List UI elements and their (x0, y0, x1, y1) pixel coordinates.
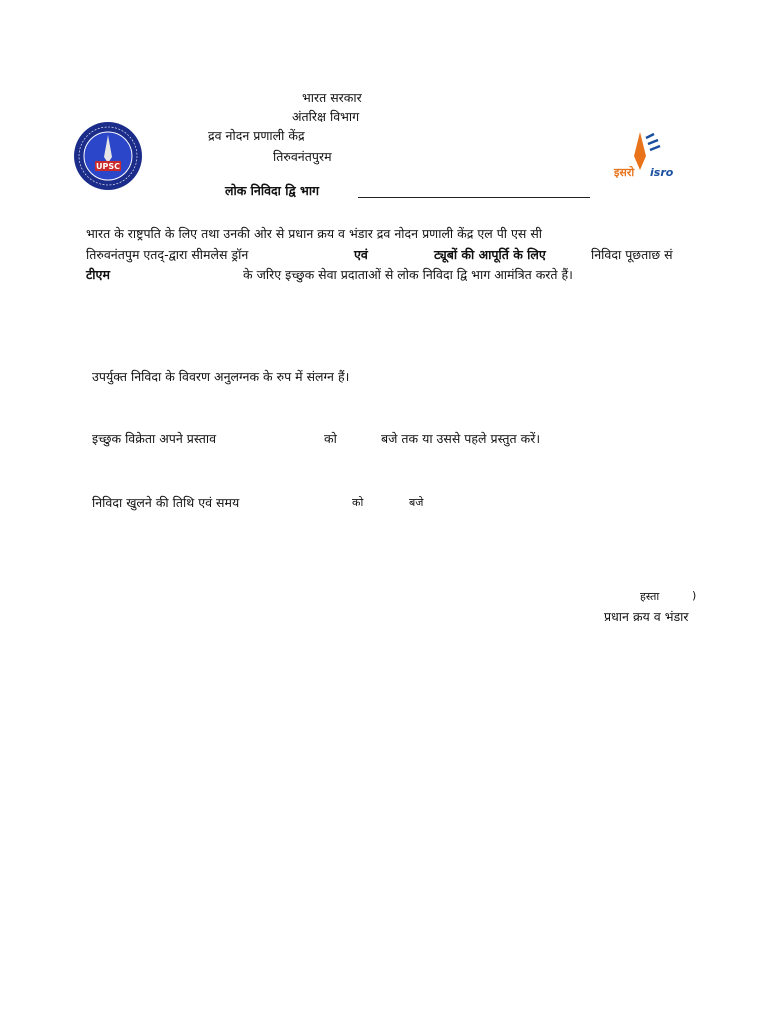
opening-ko: को (352, 496, 364, 509)
title-rule (358, 197, 590, 198)
paragraph-line-3b: के जरिए इच्छुक सेवा प्रदाताओं से लोक निविदा द्वि भाग आमंत्रित करते हैं। (243, 267, 573, 282)
opening-baje: बजे (409, 496, 424, 509)
signature-paren: ) (692, 589, 697, 602)
annex-line: उपर्युक्त निविदा के विवरण अनुलग्नक के रुप में संलग्न हैं। (92, 369, 350, 384)
paragraph-line-3a: टीएम (86, 267, 110, 282)
signature-label: हस्ता (640, 590, 660, 603)
submission-text: इच्छुक विक्रेता अपने प्रस्ताव (92, 431, 217, 446)
header-line-1: भारत सरकार (302, 90, 362, 105)
paragraph-line-1: भारत के राष्ट्रपति के लिए तथा उनकी ओर से प्रधान क्रय व भंडार द्रव नोदन प्रणाली केंद्र एल पी एस सी (86, 226, 543, 241)
isro-logo (610, 126, 682, 186)
opening-text: निविदा खुलने की तिथि एवं समय (92, 495, 240, 510)
paragraph-line-2a: तिरुवनंतपुम एतद्-द्वारा सीमलेस ड्रॉन (86, 247, 249, 262)
upsc-logo (73, 121, 143, 191)
isro-logo-latin: isro (650, 166, 674, 179)
header-line-2: अंतरिक्ष विभाग (292, 109, 360, 124)
header-line-4: तिरुवनंतपुरम (273, 149, 332, 164)
header-line-3: द्रव नोदन प्रणाली केंद्र (208, 128, 305, 143)
upsc-logo-text: UPSC (96, 162, 120, 171)
paragraph-line-2b: एवं (354, 247, 368, 262)
submission-ko: को (324, 431, 337, 446)
isro-logo-hindi: इसरो (614, 166, 635, 179)
paragraph-line-2c: ट्यूबों की आपूर्ति के लिए (434, 247, 546, 262)
page-title: लोक निविदा द्वि भाग (225, 183, 320, 198)
paragraph-line-2d: निविदा पूछताछ सं (591, 247, 673, 262)
submission-deadline: बजे तक या उससे पहले प्रस्तुत करें। (381, 431, 541, 446)
signature-designation: प्रधान क्रय व भंडार (604, 609, 689, 624)
